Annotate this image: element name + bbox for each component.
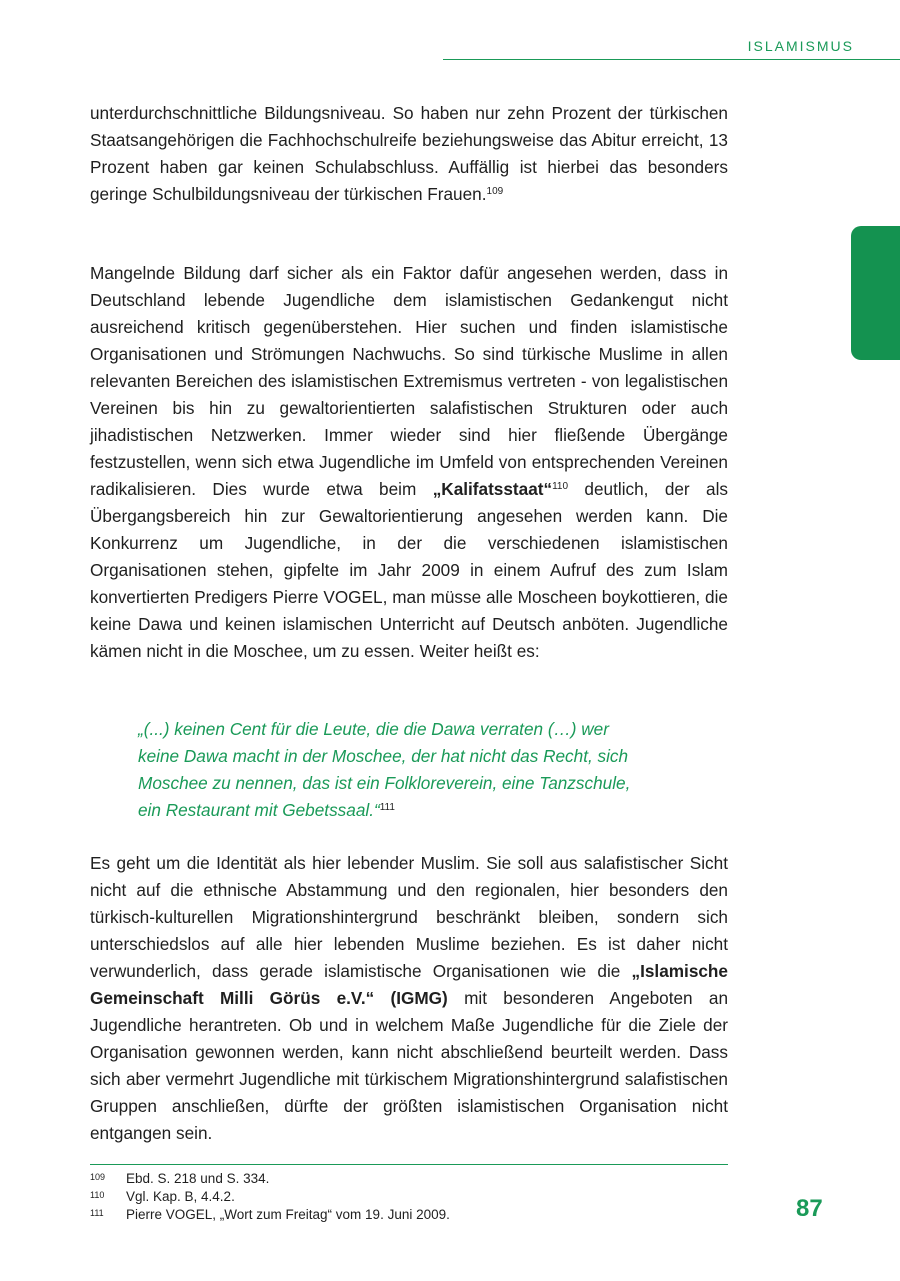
footnote bbox=[90, 1188, 690, 1206]
footnote-number: 109 bbox=[90, 1172, 106, 1182]
paragraph-3-text-a: Es geht um die Identität als hier lebender Muslim. Sie soll aus salafistischer Sicht nicht auf die ethnische Abstammung und den regionalen, hier besonders den türkisch-kulturellen Migrationshintergrund beschränkt bleiben, sondern sich unterschiedslos auf alle hier lebenden Muslime beziehen. Es ist daher nicht verwunderlich, dass gerade islamistische Organisationen wie die bbox=[90, 853, 728, 981]
footnote-number: 111 bbox=[90, 1208, 104, 1218]
paragraph-2-text-b: deutlich, der als Übergangsbereich hin zur Gewaltorientierung angesehen werden kann. Die Konkurrenz um Jugendliche, in der die verschiedenen islamistischen Organisationen stehen, gipfelte im Jahr 2009 in einem Aufruf des zum Islam konvertierten Predigers Pierre VOGEL, man müsse alle Moscheen boykottieren, die keine Dawa und keinen islamischen Unterricht auf Deutsch anböten. Jugendliche kämen nicht in die Moschee, um zu essen. Weiter heißt es: bbox=[90, 479, 729, 661]
running-head-title: ISLAMISMUS bbox=[747, 38, 854, 54]
paragraph-2-text-a: Mangelnde Bildung darf sicher als ein Faktor dafür angesehen werden, dass in Deutschland lebende Jugendliche dem islamistischen Gedankengut nicht ausreichend kritisch gegenüberstehen. Hier suchen und finden islamistische Organisationen und Strömungen Nachwuchs. So sind türkische Muslime in allen relevanten Bereichen des islamistischen Extremismus vertreten - von legalistischen Vereinen bis hin zu gewaltorientierten salafistischen Strukturen oder auch jihadistischen Netzwerken. Immer wieder sind hier fließende Übergänge festzustellen, wenn sich etwa Jugendliche im Umfeld von entsprechenden Vereinen radikalisieren. Dies wurde etwa beim bbox=[90, 263, 728, 499]
quote-line: keine Dawa macht in der Moschee, der hat nicht das Recht, sich bbox=[138, 746, 629, 766]
block-quote bbox=[138, 716, 698, 824]
quote-line: ein Restaurant mit Gebetssaal.“ bbox=[138, 800, 380, 820]
footnote-text: Pierre VOGEL, „Wort zum Freitag“ vom 19. Juni 2009. bbox=[126, 1207, 450, 1222]
footnotes bbox=[90, 1170, 690, 1224]
page-number: 87 bbox=[796, 1195, 823, 1222]
footnote-number: 110 bbox=[90, 1190, 105, 1200]
paragraph-3-text-b: mit besonderen Angeboten an Jugendliche herantreten. Ob und in welchem Maße Jugendliche für die Ziele der Organisation gewonnen werden, kann nicht abschließend beurteilt werden. Dass sich aber vermehrt Jugendliche mit türkischem Migrationshintergrund salafistischen Gruppen anschließen, dürfte der größten islamistischen Organisation nicht entgangen sein. bbox=[90, 988, 729, 1143]
footnote-ref-110[interactable]: 110 bbox=[552, 481, 569, 492]
footnote-ref-111[interactable]: 111 bbox=[379, 802, 395, 813]
footnote bbox=[90, 1206, 690, 1224]
paragraph-1-text: unterdurchschnittliche Bildungsniveau. So haben nur zehn Prozent der türkischen Staatsangehörigen die Fachhochschulreife beziehungsweise das Abitur erreicht, 13 Prozent haben gar keinen Schulabschluss. Auffällig ist hierbei das besonders geringe Schulbildungsniveau der türkischen Frauen. bbox=[90, 103, 728, 204]
footnote-rule bbox=[90, 1164, 728, 1165]
paragraph-2-bold-term: „Kalifatsstaat“ bbox=[432, 479, 553, 499]
quote-line: „(...) keinen Cent für die Leute, die die Dawa verraten (…) wer bbox=[138, 719, 609, 739]
paragraph-3-bold-term: „Islamische Gemeinschaft Milli Görüs e.V.“ (IGMG) bbox=[90, 961, 728, 1008]
paragraph-3 bbox=[90, 850, 728, 1147]
footnote-text: Ebd. S. 218 und S. 334. bbox=[126, 1171, 270, 1186]
footnote-ref-109[interactable]: 109 bbox=[486, 186, 504, 197]
chapter-thumb-tab bbox=[851, 226, 900, 360]
paragraph-1 bbox=[90, 100, 728, 208]
footnote-text: Vgl. Kap. B, 4.4.2. bbox=[126, 1189, 235, 1204]
quote-line: Moschee zu nennen, das ist ein Folkloreverein, eine Tanzschule, bbox=[138, 773, 631, 793]
running-head-rule bbox=[443, 59, 900, 60]
paragraph-2 bbox=[90, 260, 728, 665]
footnote bbox=[90, 1170, 690, 1188]
